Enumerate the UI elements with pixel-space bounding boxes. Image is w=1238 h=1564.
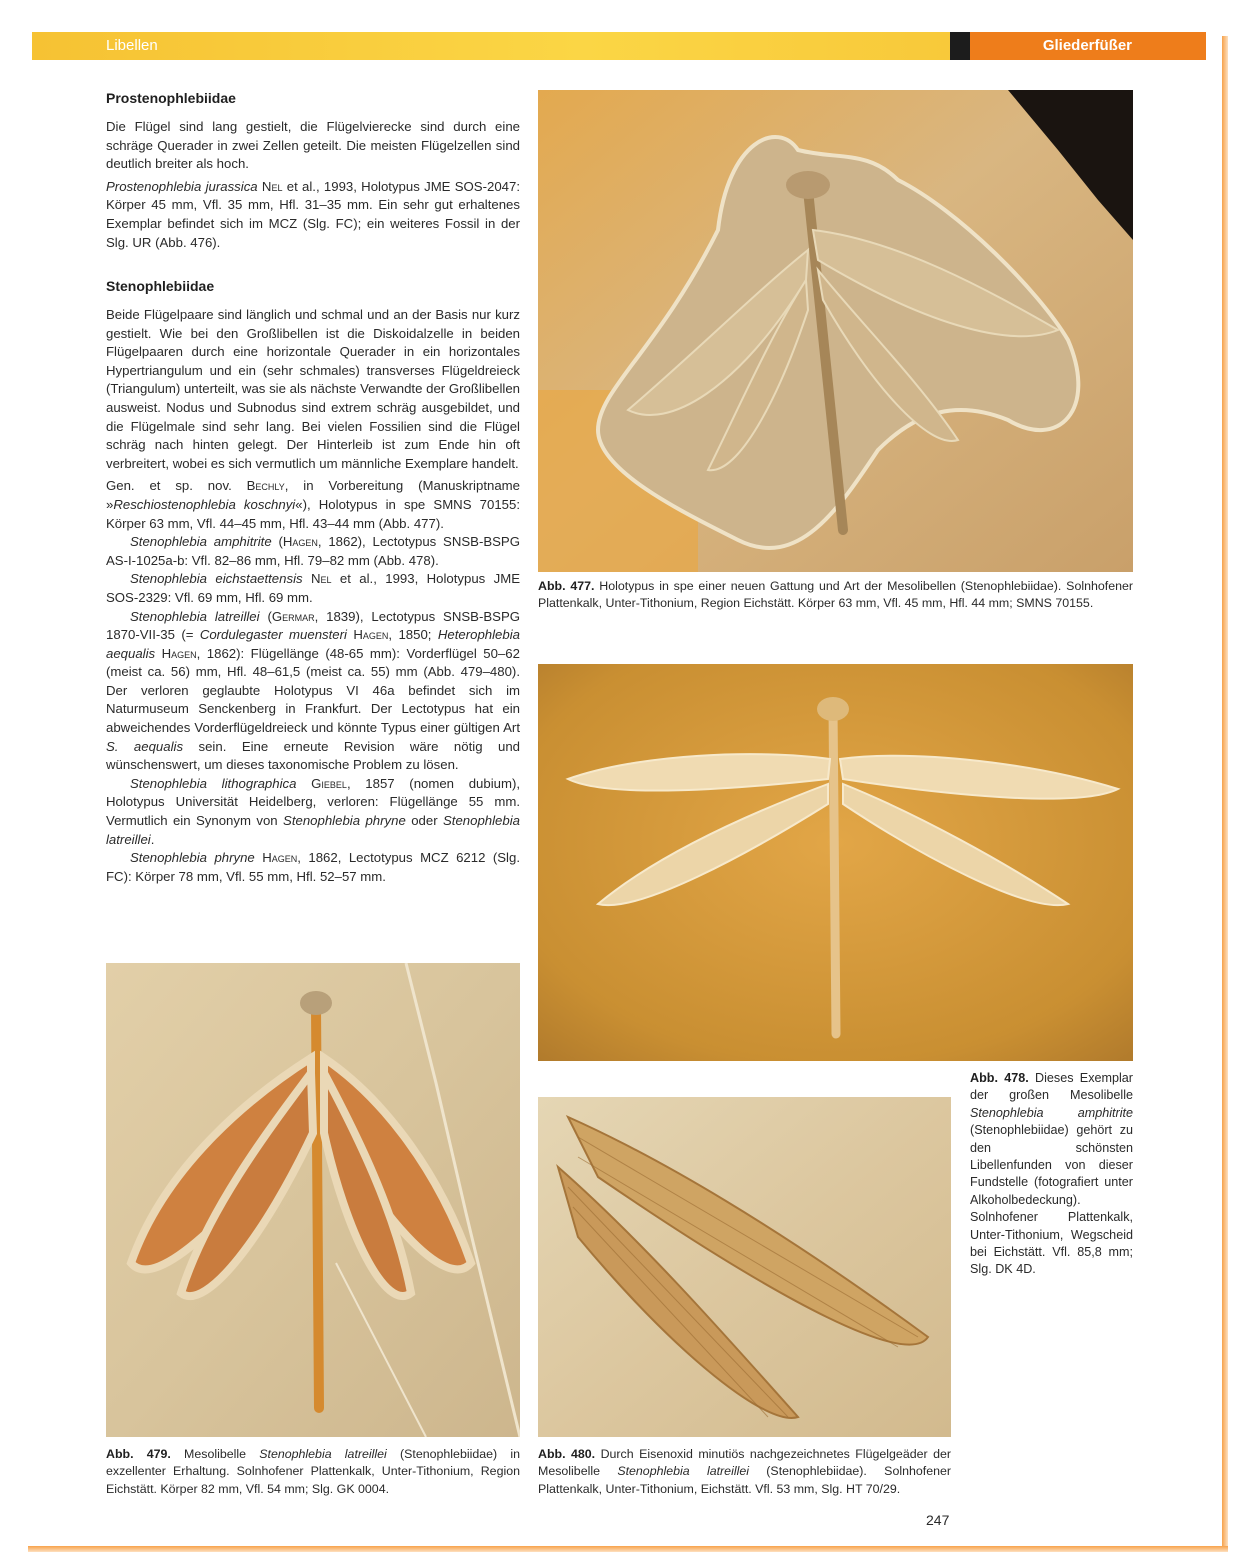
species-details: et al., 1993, Holotypus JME SOS-2047: Körper 45 mm, Vfl. 35 mm, Hfl. 31–35 mm. Ein sehr gut erhaltenes Exemplar befindet sich im MCZ (Slg. FC); ein weiteres Fossil in der Slg. UR (Abb. 476). [106, 178, 520, 250]
photo-abb-480-wing-venation [538, 1097, 951, 1437]
paragraph: Beide Flügelpaare sind länglich und schmal und an der Basis nur kurz gestielt. Wie bei den Großlibellen ist die Diskoidalzelle in beiden Flügelpaaren durch eine horizontale Querader in ein horizontales Hypertriangulum und ein (sehr schmales) transverses Flügeldreieck (Triangulum) unterteilt, was sie als nächste Verwandte der Großlibellen ausweist. Nodus und Subnodus sind extrem schräg ausgebildet, und die Flügelmale sind sehr lang. Bei vielen Fossilien sind die Flügel schräg nach hinten gelegt. Der Hinterleib ist zum Ende hin oft verbreitert, wobei es sich vermutlich um männliche Exemplare handelt. [106, 307, 520, 471]
author-name: Hagen [353, 627, 389, 643]
author-name: Bechly [246, 478, 285, 494]
species-name: Stenophlebia phryne [283, 813, 406, 829]
author-name: Hagen [161, 645, 197, 661]
page-number: 247 [926, 1512, 950, 1528]
species-name: Stenophlebia phryne [130, 850, 255, 866]
photo-abb-478-stenophlebia-amphitrite [538, 664, 1133, 1061]
text-column-sec2 [106, 306, 520, 886]
species-name: Stenophlebia amphitrite [130, 534, 272, 550]
header-left-bar [32, 32, 950, 60]
author-name: Nel [310, 571, 332, 587]
species-name: Stenophlebia latreillei [106, 813, 520, 847]
author-name: Hagen [282, 534, 318, 550]
species-name: Stenophlebia latreillei [130, 608, 260, 624]
header-section-right: Gliederfüßer [1042, 37, 1132, 54]
running-header [32, 32, 1206, 60]
paragraph-eichstaettensis: Stenophlebia eichstaettensis Nel et al., 1993, Holotypus JME SOS-2329: Vfl. 69 mm, Hfl. 69 mm. [106, 571, 520, 605]
species-name: Cordulegaster muensteri [199, 627, 347, 643]
species-name: Stenophlebia lithographica [130, 775, 297, 791]
caption-label: Abb. 479. [106, 1447, 171, 1461]
author-name: Giebel [311, 775, 347, 791]
header-right-bar [970, 32, 1206, 60]
paragraph-phryne: Stenophlebia phryne Hagen, 1862, Lectotypus MCZ 6212 (Slg. FC): Körper 78 mm, Vfl. 55 mm, Hfl. 52–57 mm. [106, 850, 520, 884]
paragraph-gen-nov: Gen. et sp. nov. Bechly, in Vorbereitung (Manuskriptname »Reschiostenophlebia koschnyi«), Holotypus in spe SMNS 70155: Körper 63 mm, Vfl. 44–45 mm, Hfl. 43–44 mm (Abb. 477). [106, 478, 520, 531]
species-name: Stenophlebia latreillei [617, 1464, 749, 1479]
caption-abb-480: Abb. 480. Durch Eisenoxid minutiös nachgezeichnetes Flügelgeäder der Mesolibelle Stenophlebia latreillei (Stenophlebiidae). Solnhofener Plattenkalk, Unter-Tithonium, Eichstätt. Vfl. 53 mm, Slg. HT 70/29. [538, 1447, 952, 1496]
caption-label: Abb. 478. [970, 1071, 1029, 1085]
species-name: S. aequalis [106, 738, 184, 754]
species-name: Heterophlebia aequalis [106, 627, 520, 661]
species-name: Stenophlebia amphitrite [970, 1105, 1133, 1120]
page-shadow-bottom [28, 1546, 1228, 1552]
caption-text: Holotypus in spe einer neuen Gattung und Art der Mesolibellen (Stenophlebiidae). Solnhofener Plattenkalk, Unter-Tithonium, Region Eichstätt. Körper 63 mm, Vfl. 45 mm, Hfl. 44 mm; SMNS 70155. [538, 579, 1134, 611]
heading-stenophlebiidae: Stenophlebiidae [106, 278, 215, 294]
paragraph-amphitrite: Stenophlebia amphitrite (Hagen, 1862), Lectotypus SNSB-BSPG AS-I-1025a-b: Vfl. 82–86 mm, Hfl. 79–82 mm (Abb. 478). [106, 534, 520, 568]
text-column-sec1 [106, 118, 520, 256]
photo-abb-477-fossil-dragonfly [538, 90, 1133, 572]
author-name: Germar [271, 608, 315, 624]
caption-abb-479: Abb. 479. Mesolibelle Stenophlebia latreillei (Stenophlebiidae) in exzellenter Erhaltung. Solnhofener Plattenkalk, Unter-Tithonium, Region Eichstätt. Körper 82 mm, Vfl. 54 mm; Slg. GK 0004. [106, 1447, 520, 1496]
photo-abb-479-stenophlebia-latreillei [106, 963, 520, 1437]
species-name: Prostenophlebia jurassica [106, 178, 258, 194]
caption-label: Abb. 480. [538, 1447, 596, 1461]
header-divider-block [950, 32, 970, 60]
page-shadow-right [1222, 36, 1228, 1552]
species-name: Stenophlebia latreillei [259, 1447, 387, 1461]
paragraph-lithographica: Stenophlebia lithographica Giebel, 1857 (nomen dubium), Holotypus Universität Heidelberg, verloren: Flügellänge 55 mm. Vermutlich ein Synonym von Stenophlebia phryne oder Stenophlebia latreillei. [106, 775, 521, 847]
heading-prostenophlebiidae: Prostenophlebiidae [106, 90, 236, 106]
author-name: Nel [261, 178, 283, 194]
caption-abb-478: Abb. 478. Dieses Exemplar der großen Mesolibelle Stenophlebia amphitrite (Stenophlebiidae) gehört zu den schönsten Libellenfunden von dieser Fundstelle (fotografiert unter Alkoholbedeckung). Solnhofener Plattenkalk, Unter-Tithonium, Wegscheid bei Eichstätt. Vfl. 85,8 mm; Slg. DK 4D. [970, 1071, 1133, 1277]
species-name: Reschiostenophlebia koschnyi [113, 496, 296, 512]
paragraph-species-entry [106, 178, 520, 252]
caption-abb-477 [538, 578, 1133, 613]
paragraph: Die Flügel sind lang gestielt, die Flügelvierecke sind durch eine schräge Querader in zwei Zellen geteilt. Die meisten Flügelzellen sind deutlich breiter als hoch. [106, 119, 520, 172]
caption-label: Abb. 477. [538, 579, 595, 593]
species-name: Stenophlebia eichstaettensis [130, 571, 303, 587]
header-section-left: Libellen [106, 37, 158, 54]
author-name: Hagen [262, 850, 298, 866]
paragraph-latreillei: Stenophlebia latreillei (Germar, 1839), Lectotypus SNSB-BSPG 1870-VII-35 (= Cordulegaster muensteri Hagen, 1850; Heterophlebia aequalis Hagen, 1862): Flügellänge (48-65 mm): Vorderflügel 50–62 (meist ca. 56) mm, Hfl. 48–61,5 (meist ca. 55) mm (Abb. 479–480). Der verloren geglaubte Holotypus VI 46a befindet sich im Naturmuseum Senckenberg in Frankfurt. Der Lectotypus hat ein abweichendes Vorderflügeldreieck und könnte Typus einer gültigen Art S. aequalis sein. Eine erneute Revision wäre nötig und wünschenswert, um dieses taxonomische Problem zu lösen. [106, 608, 520, 773]
